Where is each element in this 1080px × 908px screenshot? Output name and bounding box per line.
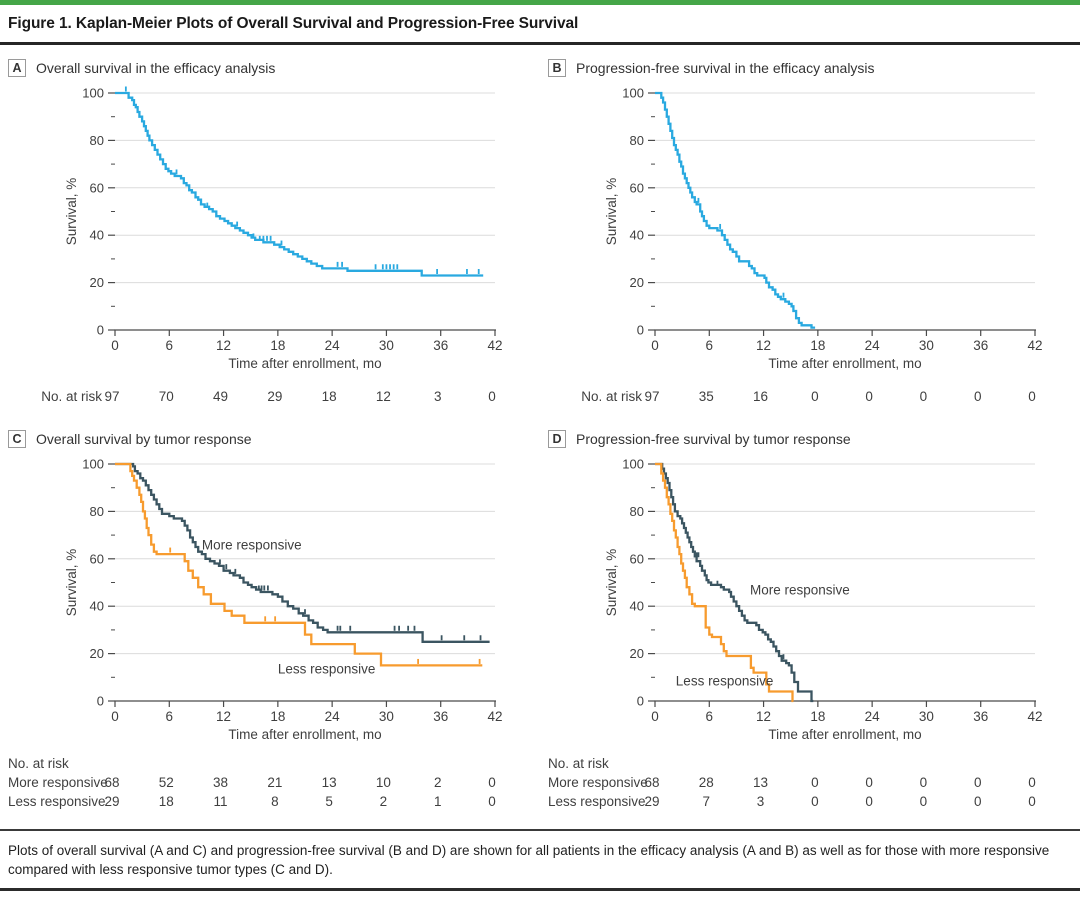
panel-d-risk-table [540,754,1080,811]
svg-text:0: 0 [651,709,659,724]
svg-text:0: 0 [636,322,644,338]
risk-count: 13 [753,775,769,790]
figure-caption: Plots of overall survival (A and C) and progression-free survival (B and D) are shown for all patients in the efficacy analysis (A and B) as well as for those with more responsive compared with less responsive tumor types (C and D). [8,843,1050,877]
risk-count: 16 [753,389,769,404]
caption-divider [0,829,1080,831]
svg-text:20: 20 [89,275,104,291]
panel-b-risk-table [540,387,1080,406]
risk-count: 29 [644,794,660,809]
svg-text:Time after enrollment, mo: Time after enrollment, mo [768,356,922,371]
risk-count: 29 [267,389,283,404]
svg-text:6: 6 [165,338,174,353]
risk-count: 0 [865,794,873,809]
svg-text:36: 36 [973,709,989,724]
svg-text:60: 60 [629,180,644,196]
svg-text:36: 36 [973,338,989,353]
svg-text:60: 60 [89,551,104,567]
risk-row-label: More responsive [548,775,648,790]
svg-text:24: 24 [864,338,880,353]
risk-count: 97 [644,389,660,404]
svg-text:Less responsive: Less responsive [277,661,376,677]
panel-b-chart [540,79,1080,379]
risk-count: 0 [488,389,496,404]
svg-text:80: 80 [89,132,104,148]
svg-text:42: 42 [487,338,503,353]
risk-count: 21 [267,775,283,790]
risk-count: 0 [811,775,819,790]
svg-text:40: 40 [629,227,644,243]
svg-text:24: 24 [864,709,880,724]
risk-count: 0 [1028,775,1036,790]
risk-count: 0 [973,794,982,809]
panel-a-header [8,59,540,77]
risk-count: 52 [158,775,174,790]
svg-text:20: 20 [629,646,644,662]
panel-d-title: Progression-free survival by tumor response [576,431,851,447]
risk-count: 28 [698,775,714,790]
svg-text:30: 30 [378,338,394,353]
svg-text:18: 18 [810,338,826,353]
figure-title: Figure 1. Kaplan-Meier Plots of Overall Survival and Progression-Free Survival [8,15,579,32]
svg-text:Time after enrollment, mo: Time after enrollment, mo [228,356,382,371]
svg-text:80: 80 [629,503,644,519]
risk-count: 12 [375,389,391,404]
risk-count: 0 [973,775,982,790]
risk-count: 68 [644,775,660,790]
bottom-rule [0,888,1080,891]
panel-c [0,406,540,811]
risk-count: 0 [1028,389,1036,404]
svg-text:60: 60 [89,180,104,196]
risk-count: 68 [104,775,120,790]
risk-count: 13 [321,775,337,790]
risk-count: 35 [698,389,714,404]
risk-count: 3 [756,794,765,809]
svg-text:0: 0 [636,693,644,709]
panel-c-letter: C [8,430,26,448]
svg-text:12: 12 [216,338,232,353]
risk-table-row [540,773,1080,792]
svg-text:80: 80 [89,503,104,519]
svg-text:Survival, %: Survival, % [64,177,79,246]
risk-count: 18 [321,389,337,404]
svg-text:12: 12 [756,709,772,724]
risk-row-label: More responsive [8,775,108,790]
panel-a-risk-table [0,387,540,406]
risk-count: 10 [375,775,391,790]
svg-text:30: 30 [378,709,394,724]
svg-text:42: 42 [1027,709,1043,724]
panel-row-top [0,45,1080,406]
svg-text:100: 100 [82,85,104,101]
risk-count: 0 [488,794,496,809]
svg-text:18: 18 [270,338,286,353]
risk-count: 7 [702,794,711,809]
svg-text:18: 18 [810,709,826,724]
risk-count: 0 [811,794,819,809]
svg-text:12: 12 [756,338,772,353]
svg-text:20: 20 [89,646,104,662]
svg-text:6: 6 [165,709,174,724]
risk-count: 2 [433,775,442,790]
svg-text:More responsive: More responsive [201,537,302,553]
risk-count: 1 [433,794,442,809]
panel-b-title: Progression-free survival in the efficacy analysis [576,60,875,76]
panel-b-header [548,59,1080,77]
risk-count: 49 [213,389,229,404]
svg-text:0: 0 [111,709,119,724]
panel-a-letter: A [8,59,26,77]
risk-row-label: No. at risk [581,389,642,404]
risk-count: 38 [213,775,229,790]
svg-text:42: 42 [487,709,503,724]
svg-text:0: 0 [96,322,104,338]
panel-b [540,45,1080,406]
panel-c-title: Overall survival by tumor response [36,431,252,447]
svg-text:More responsive: More responsive [750,582,850,598]
svg-text:6: 6 [705,338,714,353]
risk-table-header: No. at risk [548,756,609,771]
svg-text:Less responsive: Less responsive [675,673,774,689]
svg-text:Survival, %: Survival, % [604,177,619,246]
svg-text:Time after enrollment, mo: Time after enrollment, mo [768,727,922,742]
svg-text:60: 60 [629,551,644,567]
risk-row-label: Less responsive [8,794,106,809]
panel-d-letter: D [548,430,566,448]
svg-text:0: 0 [111,338,119,353]
svg-text:30: 30 [918,709,934,724]
risk-row-label: Less responsive [548,794,646,809]
risk-count: 11 [213,794,228,809]
panel-a-title: Overall survival in the efficacy analysis [36,60,276,76]
risk-count: 8 [271,794,279,809]
risk-row-label: No. at risk [41,389,102,404]
risk-table-header: No. at risk [8,756,69,771]
svg-text:Survival, %: Survival, % [64,548,79,617]
risk-count: 2 [379,794,388,809]
panel-c-header [8,430,540,448]
risk-count: 29 [104,794,120,809]
svg-text:100: 100 [622,456,644,472]
svg-text:100: 100 [82,456,104,472]
panel-row-bottom [0,406,1080,811]
risk-count: 0 [1028,794,1036,809]
svg-text:12: 12 [216,709,232,724]
svg-text:0: 0 [651,338,659,353]
risk-count: 0 [488,775,496,790]
svg-text:6: 6 [705,709,714,724]
risk-count: 0 [865,389,873,404]
risk-table-header-row [0,754,540,773]
risk-table-row [0,387,540,406]
panel-d-header [548,430,1080,448]
svg-text:40: 40 [89,227,104,243]
svg-text:Time after enrollment, mo: Time after enrollment, mo [228,727,382,742]
panel-d [540,406,1080,811]
risk-count: 3 [433,389,442,404]
risk-table-row [540,792,1080,811]
risk-table-row [0,792,540,811]
panel-c-chart [0,450,540,750]
risk-table-header-row [540,754,1080,773]
svg-text:100: 100 [622,85,644,101]
risk-count: 0 [919,389,928,404]
panel-a-chart [0,79,540,379]
risk-count: 0 [973,389,982,404]
panel-c-risk-table [0,754,540,811]
panel-d-chart [540,450,1080,750]
risk-count: 0 [919,794,928,809]
svg-text:80: 80 [629,132,644,148]
svg-text:36: 36 [433,709,449,724]
svg-text:18: 18 [270,709,286,724]
svg-text:24: 24 [324,338,340,353]
svg-text:40: 40 [89,598,104,614]
risk-table-row [0,773,540,792]
svg-text:40: 40 [629,598,644,614]
svg-text:30: 30 [918,338,934,353]
figure-header [0,5,1080,45]
svg-text:24: 24 [324,709,340,724]
risk-count: 0 [919,775,928,790]
svg-text:42: 42 [1027,338,1043,353]
panel-a [0,45,540,406]
svg-text:20: 20 [629,275,644,291]
risk-count: 5 [325,794,333,809]
svg-text:Survival, %: Survival, % [604,548,619,617]
risk-count: 97 [104,389,120,404]
svg-text:36: 36 [433,338,449,353]
risk-table-row [540,387,1080,406]
risk-count: 0 [865,775,873,790]
svg-text:0: 0 [96,693,104,709]
risk-count: 70 [158,389,174,404]
risk-count: 0 [811,389,819,404]
panel-b-letter: B [548,59,566,77]
risk-count: 18 [158,794,174,809]
